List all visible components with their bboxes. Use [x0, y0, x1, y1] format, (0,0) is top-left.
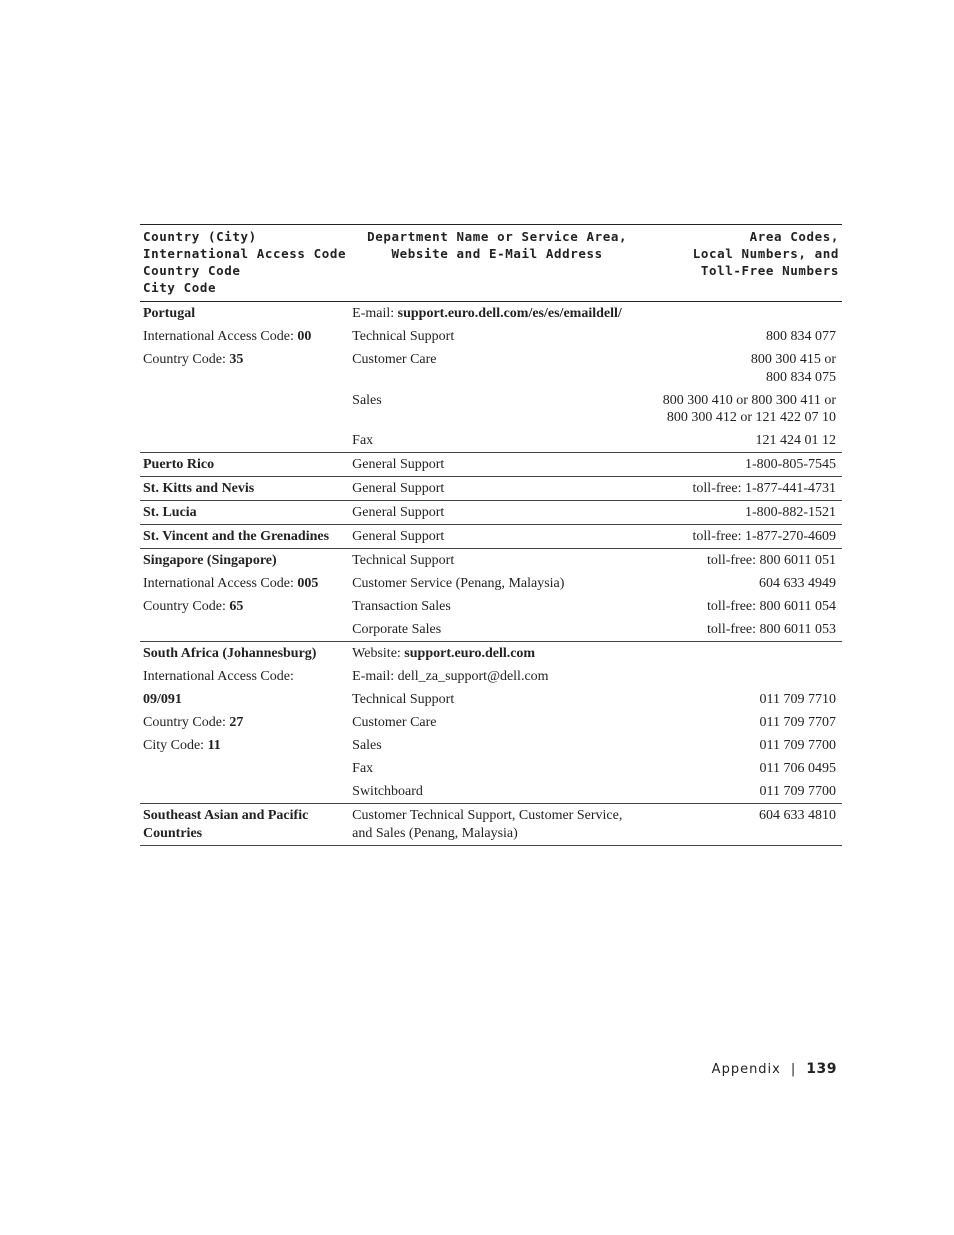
- department-cell: Customer Care: [352, 352, 437, 367]
- number-cell: toll-free: 1-877-270-4609: [645, 525, 842, 549]
- number-cell: 604 633 4949: [759, 576, 836, 591]
- table-row: [140, 549, 842, 573]
- table-row: [140, 348, 842, 389]
- table-row: [140, 389, 842, 430]
- table-row: [140, 325, 842, 348]
- dell-contact-table: [140, 224, 842, 846]
- department-cell: Switchboard: [349, 780, 645, 804]
- table-row: [140, 618, 842, 642]
- table-row: [140, 302, 842, 326]
- country-cell: 09/091: [143, 692, 182, 707]
- country-cell: St. Vincent and the Grenadines: [140, 525, 349, 549]
- country-cell: South Africa (Johannesburg): [143, 646, 317, 661]
- country-cell: Southeast Asian and Pacific Countries: [140, 804, 349, 846]
- number-cell: toll-free: 800 6011 054: [707, 599, 836, 614]
- page-number: 139: [806, 1061, 837, 1077]
- table-row: [140, 429, 842, 453]
- table-row: [140, 525, 842, 549]
- country-cell: Country Code: 27: [143, 715, 244, 730]
- table-row: [140, 734, 842, 757]
- department-cell: E-mail: support.euro.dell.com/es/es/emaildell/: [352, 306, 622, 321]
- table-row: [140, 572, 842, 595]
- column-header-department: Department Name or Service Area, Website and E-Mail Address: [349, 225, 645, 302]
- table-header: [140, 225, 842, 302]
- number-cell: 121 424 01 12: [645, 429, 842, 453]
- number-cell: 011 709 7710: [759, 692, 836, 707]
- number-cell: 1-800-882-1521: [645, 501, 842, 525]
- email-link: support.euro.dell.com/es/es/emaildell/: [397, 306, 622, 321]
- table-row: [140, 711, 842, 734]
- country-cell: [140, 757, 349, 780]
- country-cell: [140, 389, 349, 430]
- department-cell: Sales: [352, 392, 382, 408]
- department-cell: Technical Support: [352, 329, 455, 344]
- table-row: [140, 477, 842, 501]
- department-cell: Corporate Sales: [349, 618, 645, 642]
- department-cell: E-mail: dell_za_support@dell.com: [352, 669, 549, 684]
- table-row: [140, 642, 842, 666]
- footer-separator: |: [790, 1062, 797, 1077]
- country-cell: Singapore (Singapore): [143, 553, 277, 568]
- column-header-country: Country (City) International Access Code Country Code City Code: [140, 225, 349, 302]
- department-cell: Sales: [352, 738, 382, 753]
- number-cell: 1-800-805-7545: [645, 453, 842, 477]
- table-row: [140, 595, 842, 618]
- country-cell: Country Code: 65: [143, 599, 244, 614]
- column-header-numbers: Area Codes, Local Numbers, and Toll-Free Numbers: [645, 225, 842, 302]
- country-cell: Puerto Rico: [140, 453, 349, 477]
- table-row: [140, 804, 842, 846]
- country-cell: St. Lucia: [140, 501, 349, 525]
- table-row: [140, 501, 842, 525]
- department-cell: Website: support.euro.dell.com: [352, 646, 536, 661]
- country-cell: International Access Code: 00: [143, 329, 312, 344]
- country-cell: [140, 618, 349, 642]
- country-cell: Portugal: [143, 306, 196, 321]
- number-cell: [645, 642, 842, 666]
- country-cell: International Access Code:: [143, 669, 294, 684]
- section-label: Appendix: [711, 1062, 781, 1077]
- department-cell: Technical Support: [352, 553, 455, 568]
- table-row: [140, 665, 842, 688]
- number-cell: 800 834 077: [766, 329, 836, 344]
- table-row: [140, 757, 842, 780]
- table-row: [140, 453, 842, 477]
- department-cell: Transaction Sales: [352, 599, 451, 614]
- website-link: support.euro.dell.com: [404, 646, 536, 661]
- table-row: [140, 688, 842, 711]
- country-cell: Country Code: 35: [143, 352, 244, 367]
- number-cell: 011 709 7700: [759, 738, 836, 753]
- number-cell: 800 300 410 or 800 300 411 or 800 300 412 or 121 422 07 10: [662, 392, 836, 425]
- number-cell: 011 706 0495: [759, 761, 836, 776]
- number-cell: toll-free: 1-877-441-4731: [645, 477, 842, 501]
- country-cell: [140, 429, 349, 453]
- department-cell: Technical Support: [352, 692, 455, 707]
- table-row: [140, 780, 842, 804]
- number-cell: 800 300 415 or 800 834 075: [750, 352, 836, 385]
- number-cell: 604 633 4810: [645, 804, 842, 846]
- country-cell: St. Kitts and Nevis: [140, 477, 349, 501]
- department-cell: General Support: [349, 525, 645, 549]
- number-cell: [645, 665, 842, 688]
- number-cell: 011 709 7707: [759, 715, 836, 730]
- department-cell: Customer Service (Penang, Malaysia): [352, 576, 565, 591]
- department-cell: Customer Care: [352, 715, 437, 730]
- department-cell: General Support: [349, 477, 645, 501]
- country-cell: International Access Code: 005: [143, 576, 319, 591]
- page-footer: [700, 1061, 837, 1077]
- number-cell: toll-free: 800 6011 051: [707, 553, 836, 568]
- country-cell: [140, 780, 349, 804]
- table-body: [140, 302, 842, 846]
- header-row: [140, 225, 842, 302]
- number-cell: 011 709 7700: [645, 780, 842, 804]
- department-cell: Customer Technical Support, Customer Service, and Sales (Penang, Malaysia): [349, 804, 645, 846]
- department-cell: General Support: [349, 501, 645, 525]
- number-cell: toll-free: 800 6011 053: [645, 618, 842, 642]
- department-cell: General Support: [349, 453, 645, 477]
- department-cell: Fax: [349, 429, 645, 453]
- country-cell: City Code: 11: [143, 738, 221, 753]
- department-cell: Fax: [352, 761, 374, 776]
- number-cell: [645, 302, 842, 326]
